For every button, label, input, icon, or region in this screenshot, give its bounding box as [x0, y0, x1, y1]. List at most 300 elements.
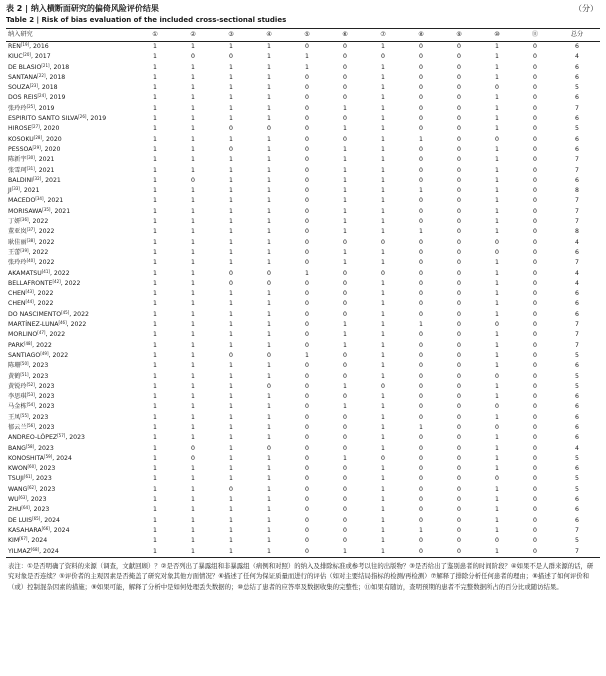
study-cell: [6, 402, 136, 412]
total-score-cell: 4: [575, 53, 579, 61]
separator: ,: [34, 259, 39, 267]
score-cell: 1: [229, 362, 233, 370]
table-row: [6, 217, 600, 227]
citation-ref: [60]: [27, 464, 36, 470]
score-cell: 1: [153, 84, 157, 92]
table-body: [6, 42, 600, 558]
score-cell: 1: [191, 135, 195, 143]
study-year: 2022: [32, 218, 49, 226]
separator: ,: [27, 537, 32, 545]
score-cell: 0: [457, 341, 461, 349]
study-year: 2019: [90, 115, 107, 123]
score-cell: 1: [267, 73, 271, 81]
score-cell: 1: [343, 156, 347, 164]
score-cell: 1: [153, 53, 157, 61]
table-title-row: [6, 3, 600, 15]
score-cell: 0: [305, 537, 309, 545]
score-cell: 1: [153, 372, 157, 380]
score-cell: 1: [229, 506, 233, 514]
study-cell: [6, 258, 136, 268]
total-score-cell: 4: [575, 279, 579, 287]
score-cell: 1: [153, 207, 157, 215]
study-year: 2022: [73, 310, 89, 318]
score-cell: 1: [153, 362, 157, 370]
study-year: 2022: [64, 279, 81, 287]
score-cell: 0: [533, 228, 537, 236]
study-cell: [6, 526, 136, 536]
score-cell: 1: [267, 135, 271, 143]
score-cell: 1: [381, 166, 385, 174]
score-cell: 0: [457, 135, 461, 143]
score-cell: 0: [457, 176, 461, 184]
citation-ref: [19]: [20, 42, 30, 47]
score-cell: 1: [267, 63, 271, 71]
citation-ref: [42]: [52, 278, 61, 284]
score-cell: 1: [153, 547, 157, 555]
score-cell: 0: [457, 166, 461, 174]
citation-ref: [41]: [41, 268, 50, 274]
score-cell: 1: [153, 197, 157, 205]
score-cell: 1: [419, 423, 423, 431]
score-cell: 1: [495, 218, 499, 226]
score-cell: 1: [153, 496, 157, 504]
study-year: 2023: [33, 506, 50, 514]
score-cell: 1: [495, 197, 499, 205]
citation-ref: [65]: [32, 515, 41, 521]
study-cell: [6, 279, 136, 289]
score-cell: 0: [305, 382, 309, 390]
study-name: KOSOKU: [8, 135, 34, 143]
score-cell: 0: [343, 63, 347, 71]
score-cell: 0: [419, 454, 423, 462]
citation-ref: [34]: [35, 196, 44, 202]
table-row: [6, 73, 600, 83]
score-cell: 0: [305, 197, 309, 205]
study-year: 2022: [38, 228, 55, 236]
separator: ,: [34, 393, 39, 401]
study-year: 2023: [32, 372, 49, 380]
citation-ref: [66]: [41, 525, 50, 531]
study-name: ANDREO-LÓPEZ: [8, 434, 58, 442]
score-cell: 1: [381, 321, 385, 329]
total-score-cell: 6: [575, 423, 579, 431]
score-cell: 1: [191, 156, 195, 164]
score-cell: 0: [305, 393, 309, 401]
score-cell: 0: [305, 218, 309, 226]
score-cell: 1: [381, 506, 385, 514]
score-cell: 0: [305, 362, 309, 370]
study-cell: [6, 310, 136, 320]
score-cell: 0: [343, 279, 347, 287]
score-cell: 1: [381, 104, 385, 112]
score-cell: 1: [229, 310, 233, 318]
study-name: 黄鹤: [8, 372, 21, 380]
score-cell: 1: [191, 187, 195, 195]
total-score-cell: 6: [575, 248, 579, 256]
score-cell: 0: [457, 73, 461, 81]
separator: ,: [48, 351, 53, 359]
table-row: [6, 93, 600, 103]
score-cell: 1: [153, 269, 157, 277]
score-cell: 0: [419, 290, 423, 298]
score-cell: 0: [305, 485, 309, 493]
score-cell: 1: [191, 279, 195, 287]
study-year: 2023: [39, 465, 56, 473]
score-cell: 1: [229, 156, 233, 164]
score-cell: 0: [305, 372, 309, 380]
score-cell: 0: [305, 475, 309, 483]
study-cell: [6, 505, 136, 515]
score-cell: 1: [191, 423, 195, 431]
total-score-cell: 7: [575, 331, 579, 339]
score-cell: 1: [153, 166, 157, 174]
column-header: ⑨: [456, 31, 462, 38]
study-year: 2021: [54, 207, 71, 215]
score-cell: 0: [533, 73, 537, 81]
table-row: [6, 310, 600, 320]
score-cell: 0: [343, 372, 347, 380]
study-year: 2022: [38, 238, 55, 246]
separator: ,: [35, 485, 40, 493]
score-cell: 0: [419, 269, 423, 277]
column-header: ②: [190, 31, 196, 38]
separator: ,: [34, 156, 39, 164]
table-row: [6, 289, 600, 299]
score-cell: 1: [229, 547, 233, 555]
table-row: [6, 413, 600, 423]
table-row: [6, 63, 600, 73]
score-cell: 1: [153, 259, 157, 267]
score-cell: 0: [457, 248, 461, 256]
score-cell: 0: [533, 547, 537, 555]
score-cell: 1: [267, 413, 271, 421]
total-score-cell: 7: [575, 341, 579, 349]
total-score-cell: 6: [575, 135, 579, 143]
score-cell: 1: [267, 218, 271, 226]
study-name: CHEN: [8, 300, 26, 308]
score-cell: 1: [153, 73, 157, 81]
score-cell: 1: [381, 94, 385, 102]
total-score-cell: 7: [575, 321, 579, 329]
score-cell: 1: [343, 197, 347, 205]
score-cell: 1: [153, 454, 157, 462]
score-cell: 1: [495, 176, 499, 184]
score-cell: 1: [229, 331, 233, 339]
score-cell: 0: [533, 238, 537, 246]
citation-ref: [56]: [26, 422, 35, 428]
separator: ,: [32, 341, 37, 349]
score-cell: 0: [533, 125, 537, 133]
score-cell: 1: [229, 516, 233, 524]
score-cell: 1: [153, 423, 157, 431]
score-cell: 1: [191, 238, 195, 246]
score-cell: 0: [343, 485, 347, 493]
score-cell: 1: [381, 197, 385, 205]
total-score-cell: 4: [575, 444, 579, 452]
separator: ,: [39, 547, 44, 555]
separator: ,: [34, 444, 39, 452]
score-cell: 1: [343, 187, 347, 195]
score-cell: 0: [419, 331, 423, 339]
table-row: [6, 454, 600, 464]
citation-ref: [47]: [37, 330, 46, 336]
score-cell: 0: [381, 382, 385, 390]
score-cell: 1: [153, 248, 157, 256]
study-year: 2016: [33, 43, 49, 50]
score-cell: 0: [419, 300, 423, 308]
score-cell: 0: [495, 321, 499, 329]
score-cell: 0: [495, 537, 499, 545]
separator: ,: [65, 434, 70, 442]
score-cell: 0: [419, 218, 423, 226]
score-cell: 0: [343, 393, 347, 401]
score-cell: 0: [343, 444, 347, 452]
study-name: KIM: [8, 537, 20, 545]
total-score-cell: 7: [575, 197, 579, 205]
score-cell: 1: [229, 166, 233, 174]
score-cell: 0: [229, 269, 233, 277]
study-year: 2018: [53, 63, 70, 71]
study-year: 2021: [38, 156, 55, 164]
score-cell: 1: [153, 115, 157, 123]
table-row: [6, 433, 600, 443]
score-cell: 1: [229, 248, 233, 256]
score-cell: 0: [419, 238, 423, 246]
score-cell: 1: [267, 331, 271, 339]
total-score-cell: 6: [575, 403, 579, 411]
table-row: [6, 464, 600, 474]
score-cell: 0: [419, 166, 423, 174]
study-name: 马金栋: [8, 403, 27, 411]
table-row: [6, 207, 600, 217]
score-cell: 0: [533, 506, 537, 514]
score-cell: 1: [267, 537, 271, 545]
table-row: [6, 238, 600, 248]
score-cell: 1: [381, 362, 385, 370]
study-cell: [6, 382, 136, 392]
column-header: ⑤: [304, 31, 310, 38]
study-year: 2022: [38, 259, 55, 267]
table-row: [6, 361, 600, 371]
separator: ,: [37, 84, 42, 92]
total-score-cell: 8: [575, 228, 579, 236]
table-row: [6, 114, 600, 124]
study-cell: [6, 392, 136, 402]
score-cell: 0: [191, 454, 195, 462]
score-cell: 1: [495, 104, 499, 112]
study-year: 2021: [45, 176, 61, 184]
score-cell: 1: [229, 537, 233, 545]
score-cell: 0: [419, 145, 423, 153]
study-year: 2023: [69, 434, 85, 442]
score-cell: 1: [229, 341, 233, 349]
score-cell: 1: [495, 413, 499, 421]
score-cell: 1: [191, 537, 195, 545]
table-row: [6, 402, 600, 412]
score-cell: 0: [419, 197, 423, 205]
study-cell: [6, 217, 136, 227]
score-cell: 1: [267, 506, 271, 514]
citation-ref: [67]: [19, 536, 28, 542]
score-cell: 1: [153, 434, 157, 442]
study-year: 2023: [38, 403, 55, 411]
score-cell: 1: [229, 197, 233, 205]
table-row: [6, 423, 600, 433]
citation-ref: [68]: [30, 546, 40, 552]
score-cell: 0: [457, 465, 461, 473]
separator: ,: [66, 321, 71, 329]
score-cell: 1: [267, 53, 271, 61]
score-cell: 1: [305, 53, 309, 61]
score-cell: 0: [457, 300, 461, 308]
study-year: 2020: [43, 125, 60, 133]
total-score-cell: 7: [575, 207, 579, 215]
score-cell: 1: [153, 104, 157, 112]
study-name: SANTIAGO: [8, 351, 41, 359]
citation-ref: [28]: [33, 134, 43, 140]
score-cell: 0: [533, 259, 537, 267]
score-cell: 1: [343, 207, 347, 215]
study-cell: [6, 547, 136, 558]
header-row: [6, 29, 600, 42]
table-row: [6, 135, 600, 145]
score-cell: 1: [229, 434, 233, 442]
citation-ref: [51]: [20, 371, 29, 377]
study-name: REN: [8, 43, 21, 50]
separator: ,: [52, 454, 57, 462]
study-cell: [6, 124, 136, 134]
score-cell: 1: [495, 63, 499, 71]
table-row: [6, 536, 600, 546]
score-cell: 1: [381, 331, 385, 339]
score-cell: 0: [419, 362, 423, 370]
score-cell: 0: [457, 228, 461, 236]
score-cell: 1: [229, 104, 233, 112]
study-year: 2024: [44, 516, 60, 524]
score-cell: 0: [419, 351, 423, 359]
table-row: [6, 444, 600, 454]
separator: ,: [49, 63, 54, 71]
score-cell: 1: [343, 125, 347, 133]
score-cell: 0: [305, 94, 309, 102]
column-header: ③: [228, 31, 234, 38]
citation-ref: [40]: [26, 258, 35, 264]
score-cell: 1: [229, 475, 233, 483]
score-cell: 1: [343, 228, 347, 236]
citation-ref: [31]: [26, 165, 35, 171]
score-cell: 0: [305, 259, 309, 267]
score-cell: 1: [153, 290, 157, 298]
study-name: DOS REIS: [8, 94, 38, 102]
study-name: 张雪珂: [8, 166, 27, 174]
score-cell: 1: [153, 94, 157, 102]
score-cell: 1: [381, 187, 385, 195]
table-row: [6, 155, 600, 165]
score-cell: 1: [191, 382, 195, 390]
score-cell: 0: [533, 465, 537, 473]
score-cell: 0: [305, 156, 309, 164]
score-cell: 1: [381, 393, 385, 401]
score-cell: 0: [457, 526, 461, 534]
score-cell: 0: [533, 310, 537, 318]
score-cell: 1: [153, 485, 157, 493]
score-cell: 1: [495, 526, 499, 534]
score-cell: 0: [305, 403, 309, 411]
table-title-en: Table 2 | Risk of bias evaluation of the included cross-sectional studies: [6, 16, 287, 24]
study-name: 郁云兰: [8, 423, 27, 431]
score-cell: 1: [381, 516, 385, 524]
citation-ref: [52]: [26, 381, 35, 387]
score-cell: 1: [381, 145, 385, 153]
table-row: [6, 166, 600, 176]
score-cell: 1: [229, 382, 233, 390]
citation-ref: [50]: [20, 361, 29, 367]
score-cell: 1: [305, 351, 309, 359]
score-cell: 1: [191, 434, 195, 442]
score-cell: 1: [495, 279, 499, 287]
total-score-cell: 6: [575, 516, 579, 524]
score-cell: 1: [229, 454, 233, 462]
citation-ref: [22]: [37, 72, 46, 78]
score-cell: 1: [343, 382, 347, 390]
score-cell: 0: [533, 321, 537, 329]
study-name: PARK: [8, 341, 24, 349]
study-cell: [6, 454, 136, 464]
score-cell: 0: [495, 372, 499, 380]
score-cell: 1: [191, 115, 195, 123]
score-cell: 0: [305, 516, 309, 524]
score-cell: 1: [381, 526, 385, 534]
score-cell: 0: [305, 248, 309, 256]
citation-ref: [21]: [41, 62, 50, 68]
study-year: 2022: [37, 290, 54, 298]
score-cell: 1: [153, 393, 157, 401]
score-cell: 0: [305, 228, 309, 236]
score-cell: 1: [153, 125, 157, 133]
score-cell: 0: [533, 382, 537, 390]
study-year: 2024: [56, 454, 72, 462]
separator: ,: [34, 403, 39, 411]
score-cell: 1: [495, 207, 499, 215]
score-cell: 0: [305, 310, 309, 318]
score-cell: 1: [191, 290, 195, 298]
score-cell: 0: [419, 516, 423, 524]
score-cell: 0: [457, 310, 461, 318]
score-cell: 1: [495, 351, 499, 359]
separator: ,: [43, 197, 48, 205]
score-cell: 1: [153, 63, 157, 71]
total-score-cell: 5: [575, 351, 579, 359]
score-cell: 0: [343, 269, 347, 277]
score-cell: 0: [533, 187, 537, 195]
study-name: WU: [8, 496, 19, 504]
score-cell: 0: [533, 393, 537, 401]
study-name: 王凤: [8, 413, 21, 421]
score-cell: 0: [457, 53, 461, 61]
separator: ,: [28, 248, 33, 256]
score-cell: 0: [305, 331, 309, 339]
study-name: TSUJI: [8, 475, 24, 483]
score-cell: 1: [381, 537, 385, 545]
separator: ,: [34, 228, 39, 236]
score-cell: 0: [305, 145, 309, 153]
score-cell: 0: [191, 444, 195, 452]
total-score-cell: 7: [575, 259, 579, 267]
score-cell: 1: [381, 176, 385, 184]
total-score-cell: 6: [575, 300, 579, 308]
separator: ,: [35, 465, 40, 473]
separator: ,: [45, 94, 50, 102]
